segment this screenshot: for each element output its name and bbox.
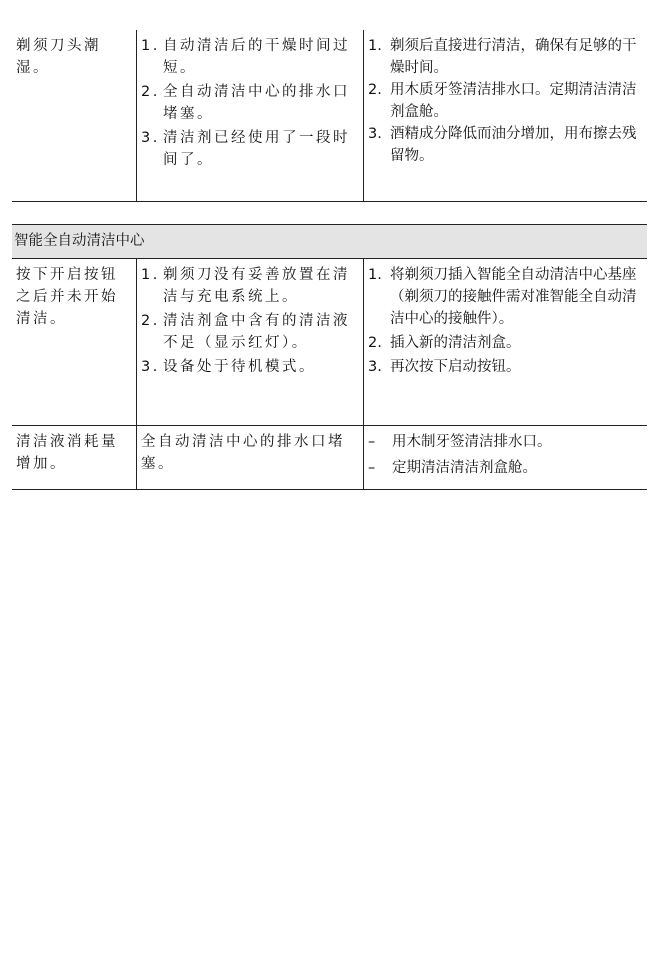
item-dash: –	[368, 434, 376, 450]
item-text: 用木制牙签清洁排水口。	[392, 434, 552, 450]
list-item	[368, 457, 647, 479]
table-row	[12, 259, 647, 426]
item-number: 3.	[368, 126, 382, 142]
table-row	[12, 426, 647, 490]
list-item	[141, 310, 359, 354]
item-number: 1.	[368, 267, 382, 283]
problem-cell: 按下开启按钮之后并未开始清洁。	[16, 267, 118, 327]
item-text: 剃须刀没有妥善放置在清洁与充电系统上。	[163, 267, 350, 305]
solution-cell	[363, 259, 647, 425]
item-text: 再次按下启动按钮。	[390, 359, 521, 375]
cause-list	[141, 264, 359, 378]
item-number: 1.	[141, 267, 160, 283]
item-text: 清洁剂已经使用了一段时间了。	[163, 130, 350, 168]
item-number: 3.	[141, 359, 160, 375]
item-text: 剃须后直接进行清洁，确保有足够的干燥时间。	[390, 38, 637, 76]
solution-list	[368, 35, 647, 167]
troubleshooting-table-2	[12, 224, 647, 490]
item-text: 用木质牙签清洁排水口。定期清洁清洁剂盒舱。	[390, 82, 637, 120]
item-number: 1.	[141, 38, 160, 54]
list-item	[141, 356, 359, 378]
list-item	[368, 332, 647, 354]
list-item	[368, 431, 647, 453]
solution-cell	[363, 426, 647, 489]
list-item	[141, 264, 359, 308]
item-text: 将剃须刀插入智能全自动清洁中心基座（剃须刀的接触件需对准智能全自动清洁中心的接触件）。	[390, 267, 637, 327]
list-item	[368, 123, 647, 167]
solution-list	[368, 431, 647, 479]
cause-cell	[136, 30, 363, 201]
problem-cell: 清洁液消耗量增加。	[16, 434, 118, 472]
item-number: 1.	[368, 38, 382, 54]
section-header: 智能全自动清洁中心	[12, 225, 647, 259]
item-text: 自动清洁后的干燥时间过短。	[163, 38, 350, 76]
item-text: 全自动清洁中心的排水口堵塞。	[163, 84, 350, 122]
item-text: 定期清洁清洁剂盒舱。	[392, 460, 537, 476]
item-number: 2.	[141, 313, 160, 329]
item-text: 设备处于待机模式。	[163, 359, 316, 375]
list-item	[368, 356, 647, 378]
item-text: 清洁剂盒中含有的清洁液不足（显示红灯）。	[163, 313, 350, 351]
solution-list	[368, 264, 647, 378]
item-number: 3.	[368, 359, 382, 375]
list-item	[141, 35, 359, 79]
problem-cell: 剃须刀头潮湿。	[16, 38, 101, 76]
list-item	[141, 127, 359, 171]
troubleshooting-table-1	[12, 30, 647, 202]
list-item	[368, 35, 647, 79]
item-number: 2.	[368, 335, 382, 351]
list-item	[368, 264, 647, 330]
item-number: 2.	[141, 84, 160, 100]
item-number: 3.	[141, 130, 160, 146]
solution-cell	[363, 30, 647, 201]
item-dash: –	[368, 460, 376, 476]
cause-list	[141, 35, 359, 171]
item-text: 插入新的清洁剂盒。	[390, 335, 521, 351]
table-row	[12, 30, 647, 202]
list-item	[368, 79, 647, 123]
list-item	[141, 81, 359, 125]
cause-cell	[136, 259, 363, 425]
cause-cell: 全自动清洁中心的排水口堵塞。	[136, 426, 363, 489]
item-number: 2.	[368, 82, 382, 98]
item-text: 酒精成分降低而油分增加，用布擦去残留物。	[390, 126, 637, 164]
